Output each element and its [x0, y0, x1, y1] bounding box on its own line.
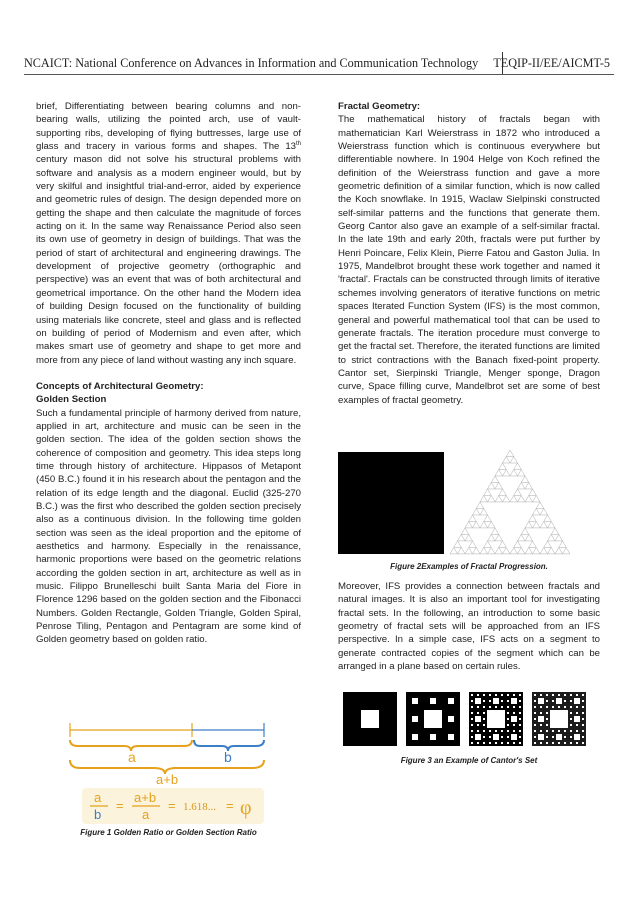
fractal-heading: Fractal Geometry: [338, 101, 421, 112]
label-a: a [128, 749, 136, 765]
header-code: TEQIP-II/EE/AICMT-5 [493, 56, 610, 70]
eq-2: = [168, 798, 176, 813]
paragraph-golden-section: Such a fundamental principle of harmony derived from nature, applied in art, architecture and music can be seen in the golden section. The idea of the golden section shows the coherence of composition and geometry. This idea steps long time through history of architecture. Hippasos of Metapont (450 B.C.) found it in his research about the pentagon and the relation of its edge length and the diagonal. Euclid (325-270 B.C.) was the first who described the golden section precisely also as a continuous division. In the following time golden section was seen as the ideal proportion and the epitome of aesthetics and harmony. Especially in the renaissance, harmonic proportions were based on the geometric relations according the golden section in art, architecture as well as in music. Filippo Brunelleschi built Santa Maria del Fiore in Florence 1296 based on the golden section and the Fibonacci Numbers. Golden Rectangle, Golden Triangle, Golden Spiral, Penrose Tiling, Pentagon and Pentagram are some kind of Golden geometry based on golden ratio. [36, 407, 301, 646]
frac-ab-num: a+b [134, 790, 157, 805]
figure3-cantor-carpets [343, 690, 588, 748]
segment-a [70, 723, 192, 737]
eq-3: = [226, 798, 234, 813]
subsection-heading: Golden Section [36, 394, 107, 406]
running-header [24, 52, 614, 75]
frac-b-den: b [94, 807, 102, 822]
segment-b [192, 723, 264, 737]
paragraph-gothic: brief, Differentiating between bearing columns and non-bearing walls, utilizing the pointed arch, use of vault-supporting ribs, developing of flying buttresses, large use of glass and tracery in various forms and shapes. The 13th century mason did not solve his structural problems with software and analysis as a modern engineer would, but by very skilful and insightful trial-and-error, aided by experience and geometric rules of design. The design depended more on getting the shape and then calculate the magnitude of forces acting on it. In the same way Renaissance Period also seen its own use of geometry in design of buildings. That was the period of start of architectural and engineering drawings. The development of projective geometry (orthographic and perspective) was an event that was of both architectural and geometrical importance. On the other hand the Modern idea of building Design focused on the functionality of building using materials like concrete, steel and glass and is reflected on building of period of Modernism and even after, which makes smart use of geometry and shape to get more and more from any piece of land without wasting any inch square. [36, 101, 301, 366]
section-heading: Concepts of Architectural Geometry: [36, 380, 204, 392]
paragraph-ifs: Moreover, IFS provides a connection between fractals and natural images. It is also an important tool for investigating fractal sets. In the following, an introduction to some basic geometry of fractal sets will be approached from an IFS perspective. In a simple case, IFS acts on a segment to generate contracted copies of the segment which can be arranged in a plane based on certain rules. [338, 581, 600, 673]
golden-value: 1.618... [183, 801, 216, 813]
header-conference: NCAICT: National Conference on Advances in Information and Communication Technology [24, 56, 479, 70]
frac-a-den: a [142, 807, 150, 822]
figure-golden-ratio [66, 718, 276, 830]
label-b: b [224, 749, 232, 765]
paragraph-fractal-history: The mathematical history of fractals began with mathematician Karl Weierstrass in 1872 who introduced a Weierstrass function which is continuous everywhere but differentiable nowhere. In 1904 Helge von Koch refined the definition of the Weierstrass function and gave a more geometric definition of a similar function, which is now called the Koch snowflake. In 1915, Waclaw Sielpinski constructed self-similar patterns and the functions that generate them. Georg Cantor also gave an example of a self-similar fractal. In the late 19th and early 20th, fractals were put further by Henri Poincare, Felix Klein, Pierre Fatou and Gaston Julia. In 1975, Mandelbrot brought these work together and named it 'fractal'. Fractals can be constructed through limits of iterative schemes involving generators of iterative functions on metric spaces Iterated Function System (IFS) is the most common, general and powerful mathematical tool that can be used to generate fractals. The iteration procedure must converge to get the fractal set. Therefore, the iterated functions are limited to strict contractions with the Banach fixed-point property. Cantor set, Sierpinski Triangle, Menger sponge, Dragon curve, Space filling curve, Mandelbrot set are some of best examples of fractal geometry. [338, 114, 600, 406]
right-column [338, 100, 600, 407]
phi-symbol: φ [240, 797, 252, 819]
left-column [36, 100, 301, 647]
figure1-caption: Figure 1 Golden Ratio or Golden Section Ratio [80, 828, 257, 837]
figure3-caption: Figure 3 an Example of Cantor's Set [400, 756, 538, 765]
frac-a-num: a [94, 790, 102, 805]
figure2-caption: Figure 2Examples of Fractal Progression. [390, 562, 548, 571]
eq-1: = [116, 798, 124, 813]
label-ab: a+b [156, 772, 179, 787]
figure2-black-square [338, 452, 444, 554]
figure2-sierpinski-triangle [450, 448, 570, 556]
